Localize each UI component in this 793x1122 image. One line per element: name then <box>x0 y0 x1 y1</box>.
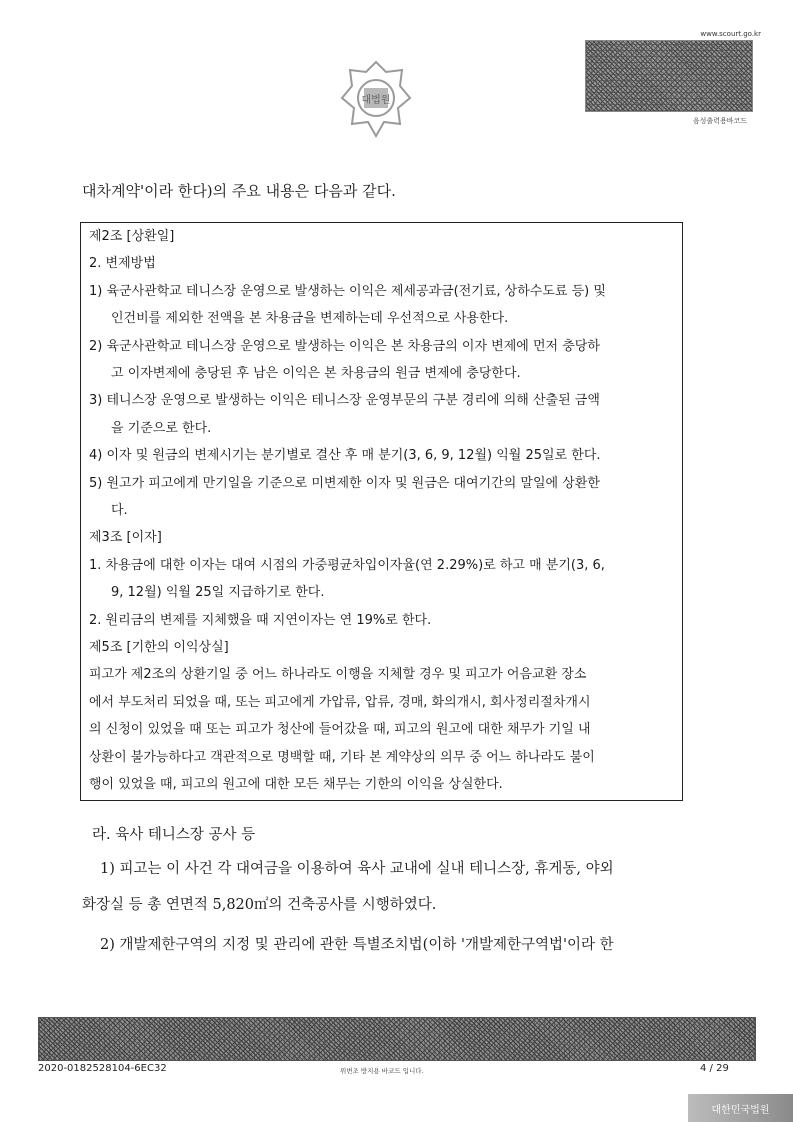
svg-text:대법원: 대법원 <box>361 95 391 106</box>
excerpt-line: 의 신청이 있었을 때 또는 피고가 청산에 들어갔을 때, 피고의 원고에 대한 채무가 기일 내 <box>89 722 591 738</box>
document-id: 2020-0182528104-6EC32 <box>38 1063 167 1074</box>
excerpt-line: 상환이 불가능하다고 객관적으로 명백할 때, 기타 본 계약상의 의무 중 어느 하나라도 불이 <box>89 749 595 765</box>
excerpt-line: 2. 원리금의 변제를 지체했을 때 지연이자는 연 19%로 한다. <box>89 612 432 628</box>
excerpt-line: 다. <box>111 503 128 518</box>
excerpt-line: 제5조 [기한의 이익상실] <box>89 640 229 655</box>
page-number: 4 / 29 <box>700 1063 729 1074</box>
section-heading: 라. 육사 테니스장 공사 등 <box>92 827 256 843</box>
excerpt-line: 2) 육군사관학교 테니스장 운영으로 발생하는 이익은 본 차용금의 이자 변제에 먼저 충당하 <box>89 338 600 354</box>
excerpt-line: 인건비를 제외한 전액을 본 차용금을 변제하는데 우선적으로 사용한다. <box>111 311 509 327</box>
header-barcode-area <box>585 30 775 126</box>
excerpt-line: 을 기준으로 한다. <box>111 420 212 436</box>
court-url: www.scourt.go.kr <box>700 30 761 38</box>
barcode-caption: 음성출력용바코드 <box>692 117 747 125</box>
excerpt-line: 1. 차용금에 대한 이자는 대여 시점의 가중평균차입이자율(연 2.29%)로 하고 매 분기(3, 6, <box>89 557 605 573</box>
barcode-note: 위변조 방지용 바코드 입니다. <box>340 1067 424 1075</box>
contract-excerpt-box <box>80 222 683 801</box>
excerpt-line: 행이 있었을 때, 피고의 원고에 대한 모든 채무는 기한의 이익을 상실한다. <box>89 777 503 792</box>
voice-barcode <box>585 40 753 112</box>
paragraph-line: 1) 피고는 이 사건 각 대여금을 이용하여 육사 교내에 실내 테니스장, 휴게동, 야외 <box>100 861 614 877</box>
intro-sentence: 대차계약'이라 한다)의 주요 내용은 다음과 같다. <box>82 182 396 200</box>
anti-forgery-barcode <box>38 1017 756 1061</box>
excerpt-line: 제2조 [상환일] <box>89 229 175 244</box>
excerpt-line: 9, 12월) 익월 25일 지급하기로 한다. <box>111 585 325 601</box>
excerpt-line: 1) 육군사관학교 테니스장 운영으로 발생하는 이익은 제세공과금(전기료, 상하수도료 등) 및 <box>89 283 606 299</box>
excerpt-line: 5) 원고가 피고에게 만기일을 기준으로 미변제한 이자 및 원금은 대여기간의 말일에 상환한 <box>89 475 600 491</box>
court-badge: 대한민국법원 <box>688 1094 793 1122</box>
paragraph-line: 2) 개발제한구역의 지정 및 관리에 관한 특별조치법(이하 '개발제한구역법'이라 한 <box>100 937 614 953</box>
excerpt-line: 에서 부도처리 되었을 때, 또는 피고에게 가압류, 압류, 경매, 화의개시, 회사정리절차개시 <box>89 694 591 710</box>
paragraph-line: 화장실 등 총 연면적 5,820㎡의 건축공사를 시행하였다. <box>82 897 437 913</box>
excerpt-line: 2. 변제방법 <box>89 256 156 272</box>
excerpt-line: 고 이자변제에 충당된 후 남은 이익은 본 차용금의 원금 변제에 충당한다. <box>111 366 521 381</box>
court-seal-emblem <box>340 58 412 148</box>
excerpt-line: 4) 이자 및 원금의 변제시기는 분기별로 결산 후 매 분기(3, 6, 9, 12월) 익월 25일로 한다. <box>89 448 601 464</box>
excerpt-line: 3) 테니스장 운영으로 발생하는 이익은 테니스장 운영부문의 구분 경리에 의해 산출된 금액 <box>89 393 600 409</box>
excerpt-line: 제3조 [이자] <box>89 530 162 546</box>
excerpt-line: 피고가 제2조의 상환기일 중 어느 하나라도 이행을 지체할 경우 및 피고가 어음교환 장소 <box>89 667 587 683</box>
